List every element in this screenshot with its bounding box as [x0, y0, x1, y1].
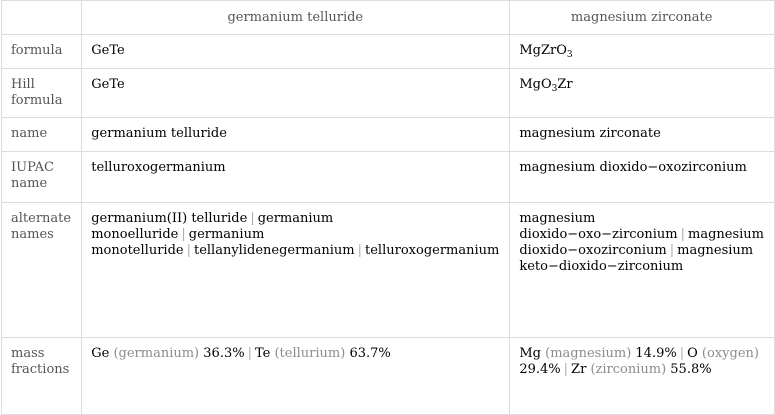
- element-symbol: Zr: [571, 362, 587, 377]
- mass-percent: 63.7%: [349, 346, 391, 361]
- alt-name: magnesium keto−dioxido−zirconium: [519, 243, 754, 274]
- mass-germanium-telluride: [82, 338, 510, 415]
- mass-percent: 36.3%: [203, 346, 245, 361]
- row-name: [2, 118, 775, 152]
- separator: |: [679, 346, 685, 361]
- comparison-table: [1, 0, 775, 415]
- mass-percent: 29.4%: [519, 362, 561, 377]
- alternate-germanium-telluride: [82, 203, 510, 338]
- header-magnesium-zirconate: magnesium zirconate: [510, 1, 775, 35]
- separator: |: [181, 227, 186, 242]
- row-label-mass-fractions: mass fractions: [2, 338, 82, 415]
- element-name: (germanium): [113, 346, 200, 361]
- iupac-magnesium-zirconate: magnesium dioxido−oxozirconium: [510, 152, 775, 203]
- separator: |: [247, 346, 252, 361]
- formula-text: MgZrO: [519, 43, 567, 58]
- hill-text-tail: Zr: [557, 77, 573, 92]
- formula-magnesium-zirconate: [510, 35, 775, 69]
- alt-name: germanium(II) telluride: [91, 211, 248, 226]
- alt-name: tellanylidenegermanium: [193, 243, 355, 258]
- formula-subscript: 3: [566, 50, 573, 60]
- row-label-iupac-name: IUPAC name: [2, 152, 82, 203]
- name-magnesium-zirconate: magnesium zirconate: [510, 118, 775, 152]
- element-name: (magnesium): [545, 346, 632, 361]
- row-hill-formula: [2, 69, 775, 118]
- separator: |: [250, 211, 255, 226]
- element-name: (oxygen): [701, 346, 759, 361]
- mass-percent: 55.8%: [670, 362, 712, 377]
- row-iupac-name: [2, 152, 775, 203]
- row-label-alternate-names: alternate names: [2, 203, 82, 338]
- header-row: [2, 1, 775, 35]
- row-label-formula: formula: [2, 35, 82, 69]
- header-empty-cell: [2, 1, 82, 35]
- alt-name: germanium monoelluride: [91, 211, 334, 242]
- hill-subscript: 3: [551, 84, 558, 94]
- separator: |: [357, 243, 363, 258]
- element-symbol: Mg: [519, 346, 541, 361]
- mass-magnesium-zirconate: [510, 338, 775, 415]
- row-label-hill-formula: Hill formula: [2, 69, 82, 118]
- comparison-table-container: [1, 0, 775, 415]
- element-name: (zirconium): [590, 362, 667, 377]
- name-germanium-telluride: germanium telluride: [82, 118, 510, 152]
- formula-germanium-telluride: GeTe: [82, 35, 510, 69]
- separator: |: [680, 227, 686, 242]
- alternate-magnesium-zirconate: [510, 203, 775, 338]
- alt-name: germanium monotelluride: [91, 227, 265, 258]
- element-symbol: O: [687, 346, 698, 361]
- mass-percent: 14.9%: [635, 346, 677, 361]
- alt-name: telluroxogermanium: [365, 243, 500, 258]
- alt-name: magnesium dioxido−oxo−zirconium: [519, 211, 678, 242]
- element-symbol: Te: [254, 346, 271, 361]
- separator: |: [186, 243, 191, 258]
- element-symbol: Ge: [91, 346, 110, 361]
- row-alternate-names: [2, 203, 775, 338]
- separator: |: [669, 243, 675, 258]
- row-formula: [2, 35, 775, 69]
- hill-germanium-telluride: GeTe: [82, 69, 510, 118]
- element-name: (tellurium): [274, 346, 346, 361]
- alt-name: magnesium dioxido−oxozirconium: [519, 227, 765, 258]
- separator: |: [563, 362, 569, 377]
- hill-text: MgO: [519, 77, 552, 92]
- row-label-name: name: [2, 118, 82, 152]
- row-mass-fractions: [2, 338, 775, 415]
- header-germanium-telluride: germanium telluride: [82, 1, 510, 35]
- iupac-germanium-telluride: telluroxogermanium: [82, 152, 510, 203]
- hill-magnesium-zirconate: [510, 69, 775, 118]
